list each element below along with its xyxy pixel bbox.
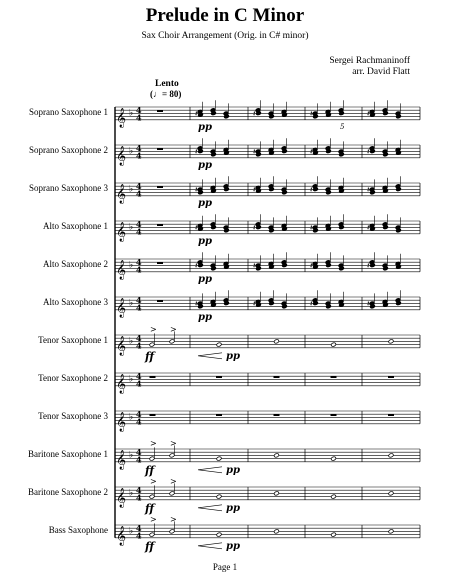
diminuendo-hairpin xyxy=(198,543,222,549)
quarter-rest: 𝄽 xyxy=(310,146,313,156)
note-head xyxy=(149,494,155,499)
score-subtitle: Sax Choir Arrangement (Orig. in C# minor) xyxy=(141,31,309,41)
time-signature-bottom: 4 xyxy=(136,492,142,503)
key-signature: ♭ xyxy=(129,374,134,385)
time-signature-top: 4 xyxy=(136,409,142,420)
dynamic-marking: pp xyxy=(226,502,240,514)
time-signature-top: 4 xyxy=(136,219,142,230)
treble-clef-icon: 𝄞 xyxy=(116,259,127,280)
quarter-rest: 𝄽 xyxy=(367,108,370,118)
part-name: Soprano Saxophone 3 xyxy=(29,183,108,194)
accent-mark: > xyxy=(150,477,157,486)
treble-clef-icon: 𝄞 xyxy=(116,525,127,546)
diminuendo-hairpin xyxy=(198,353,222,359)
accent-mark: > xyxy=(170,325,177,334)
dynamic-marking: pp xyxy=(198,235,212,247)
diminuendo-hairpin xyxy=(198,467,222,473)
accent-mark: > xyxy=(170,439,177,448)
quarter-rest: 𝄽 xyxy=(310,298,313,308)
quarter-rest: 𝄽 xyxy=(195,260,198,270)
dynamic-marking: pp xyxy=(198,159,212,171)
time-signature-top: 4 xyxy=(136,333,142,344)
whole-rest xyxy=(274,414,280,416)
part-name: Baritone Saxophone 1 xyxy=(28,449,108,460)
quarter-rest: 𝄽 xyxy=(310,260,313,270)
arranger-credit: arr. David Flatt xyxy=(352,67,410,77)
note-head xyxy=(388,453,394,458)
quarter-rest: 𝄽 xyxy=(253,108,256,118)
treble-clef-icon: 𝄞 xyxy=(116,373,127,394)
accent-mark: > xyxy=(150,325,157,334)
key-signature: ♭ xyxy=(129,108,134,119)
key-signature: ♭ xyxy=(129,488,134,499)
metronome-mark: (♩= 80) xyxy=(150,89,182,99)
time-signature-bottom: 4 xyxy=(136,302,142,313)
whole-rest xyxy=(150,376,156,378)
note-head xyxy=(331,532,337,537)
quarter-rest: 𝄽 xyxy=(367,184,370,194)
time-signature-top: 4 xyxy=(136,105,142,116)
whole-rest xyxy=(157,148,163,150)
key-signature: ♭ xyxy=(129,412,134,423)
note-head xyxy=(149,456,155,461)
quarter-rest: 𝄽 xyxy=(195,184,198,194)
part-name: Tenor Saxophone 3 xyxy=(38,411,108,422)
dynamic-marking: ff xyxy=(145,501,155,515)
part-name: Alto Saxophone 1 xyxy=(43,221,108,232)
key-signature: ♭ xyxy=(129,260,134,271)
whole-rest xyxy=(157,186,163,188)
whole-rest xyxy=(157,110,163,112)
note-head xyxy=(331,456,337,461)
part-name: Alto Saxophone 3 xyxy=(43,297,108,308)
key-signature: ♭ xyxy=(129,298,134,309)
treble-clef-icon: 𝄞 xyxy=(116,107,127,128)
whole-rest xyxy=(157,224,163,226)
treble-clef-icon: 𝄞 xyxy=(116,183,127,204)
time-signature-top: 4 xyxy=(136,523,142,534)
note-head xyxy=(388,339,394,344)
note-head xyxy=(388,491,394,496)
accent-mark: > xyxy=(170,515,177,524)
note-head xyxy=(274,491,280,496)
key-signature: ♭ xyxy=(129,450,134,461)
time-signature-bottom: 4 xyxy=(136,112,142,123)
quarter-rest: 𝄽 xyxy=(253,298,256,308)
part-name: Alto Saxophone 2 xyxy=(43,259,108,270)
part-name: Soprano Saxophone 1 xyxy=(29,107,108,118)
note-head xyxy=(169,453,175,458)
treble-clef-icon: 𝄞 xyxy=(116,335,127,356)
note-head xyxy=(169,339,175,344)
quarter-rest: 𝄽 xyxy=(195,146,198,156)
quarter-rest: 𝄽 xyxy=(253,184,256,194)
quarter-rest: 𝄽 xyxy=(195,222,198,232)
treble-clef-icon: 𝄞 xyxy=(116,221,127,242)
quarter-rest: 𝄽 xyxy=(253,260,256,270)
note-head xyxy=(331,342,337,347)
time-signature-bottom: 4 xyxy=(136,150,142,161)
time-signature-bottom: 4 xyxy=(136,454,142,465)
page-number: Page 1 xyxy=(212,562,238,572)
key-signature: ♭ xyxy=(129,146,134,157)
time-signature-top: 4 xyxy=(136,371,142,382)
time-signature-bottom: 4 xyxy=(136,188,142,199)
quarter-rest: 𝄽 xyxy=(253,146,256,156)
part-name: Tenor Saxophone 1 xyxy=(38,335,108,346)
whole-rest xyxy=(216,414,222,416)
note-head xyxy=(216,342,222,347)
time-signature-top: 4 xyxy=(136,143,142,154)
time-signature-top: 4 xyxy=(136,447,142,458)
quarter-rest: 𝄽 xyxy=(367,260,370,270)
note-head xyxy=(274,529,280,534)
part-name: Baritone Saxophone 2 xyxy=(28,487,108,498)
dynamic-marking: ff xyxy=(145,349,155,363)
whole-rest xyxy=(157,300,163,302)
note-head xyxy=(169,491,175,496)
time-signature-top: 4 xyxy=(136,485,142,496)
part-name: Soprano Saxophone 2 xyxy=(29,145,108,156)
key-signature: ♭ xyxy=(129,184,134,195)
note-head xyxy=(149,532,155,537)
quarter-rest: 𝄽 xyxy=(195,108,198,118)
key-signature: ♭ xyxy=(129,526,134,537)
note-head xyxy=(331,494,337,499)
dynamic-marking: pp xyxy=(226,464,240,476)
note-head xyxy=(169,529,175,534)
dynamic-marking: pp xyxy=(226,350,240,362)
note-head xyxy=(388,529,394,534)
note-head xyxy=(274,339,280,344)
dynamic-marking: pp xyxy=(226,540,240,552)
quarter-rest: 𝄽 xyxy=(310,108,313,118)
quarter-rest: 𝄽 xyxy=(195,298,198,308)
accent-mark: > xyxy=(150,439,157,448)
whole-rest xyxy=(388,376,394,378)
time-signature-bottom: 4 xyxy=(136,264,142,275)
quarter-rest: 𝄽 xyxy=(310,222,313,232)
score-title: Prelude in C Minor xyxy=(145,5,305,26)
dynamic-marking: ff xyxy=(145,463,155,477)
whole-rest xyxy=(157,262,163,264)
whole-rest xyxy=(274,376,280,378)
time-signature-top: 4 xyxy=(136,257,142,268)
key-signature: ♭ xyxy=(129,222,134,233)
note-head xyxy=(149,342,155,347)
note-head xyxy=(216,494,222,499)
quarter-rest: 𝄽 xyxy=(367,222,370,232)
tempo-marking: Lento xyxy=(155,79,179,89)
whole-rest xyxy=(388,414,394,416)
quarter-rest: 𝄽 xyxy=(367,298,370,308)
whole-rest xyxy=(331,376,337,378)
treble-clef-icon: 𝄞 xyxy=(116,449,127,470)
note-head xyxy=(216,456,222,461)
quarter-rest: 𝄽 xyxy=(253,222,256,232)
time-signature-bottom: 4 xyxy=(136,226,142,237)
treble-clef-icon: 𝄞 xyxy=(116,487,127,508)
accent-mark: > xyxy=(150,515,157,524)
note-head xyxy=(216,532,222,537)
treble-clef-icon: 𝄞 xyxy=(116,411,127,432)
key-signature: ♭ xyxy=(129,336,134,347)
time-signature-bottom: 4 xyxy=(136,340,142,351)
part-name: Bass Saxophone xyxy=(48,525,108,536)
treble-clef-icon: 𝄞 xyxy=(116,145,127,166)
part-name: Tenor Saxophone 2 xyxy=(38,373,108,384)
dynamic-marking: pp xyxy=(198,197,212,209)
dynamic-marking: ff xyxy=(145,539,155,553)
accent-mark: > xyxy=(170,477,177,486)
whole-rest xyxy=(331,414,337,416)
time-signature-top: 4 xyxy=(136,181,142,192)
quarter-rest: 𝄽 xyxy=(310,184,313,194)
dynamic-marking: pp xyxy=(198,311,212,323)
time-signature-bottom: 4 xyxy=(136,378,142,389)
tuplet-number: 5 xyxy=(340,122,345,131)
diminuendo-hairpin xyxy=(198,505,222,511)
note-head xyxy=(274,453,280,458)
composer-credit: Sergei Rachmaninoff xyxy=(329,56,410,66)
time-signature-top: 4 xyxy=(136,295,142,306)
dynamic-marking: pp xyxy=(198,121,212,133)
time-signature-bottom: 4 xyxy=(136,530,142,541)
time-signature-bottom: 4 xyxy=(136,416,142,427)
dynamic-marking: pp xyxy=(198,273,212,285)
treble-clef-icon: 𝄞 xyxy=(116,297,127,318)
whole-rest xyxy=(216,376,222,378)
whole-rest xyxy=(150,414,156,416)
quarter-rest: 𝄽 xyxy=(367,146,370,156)
